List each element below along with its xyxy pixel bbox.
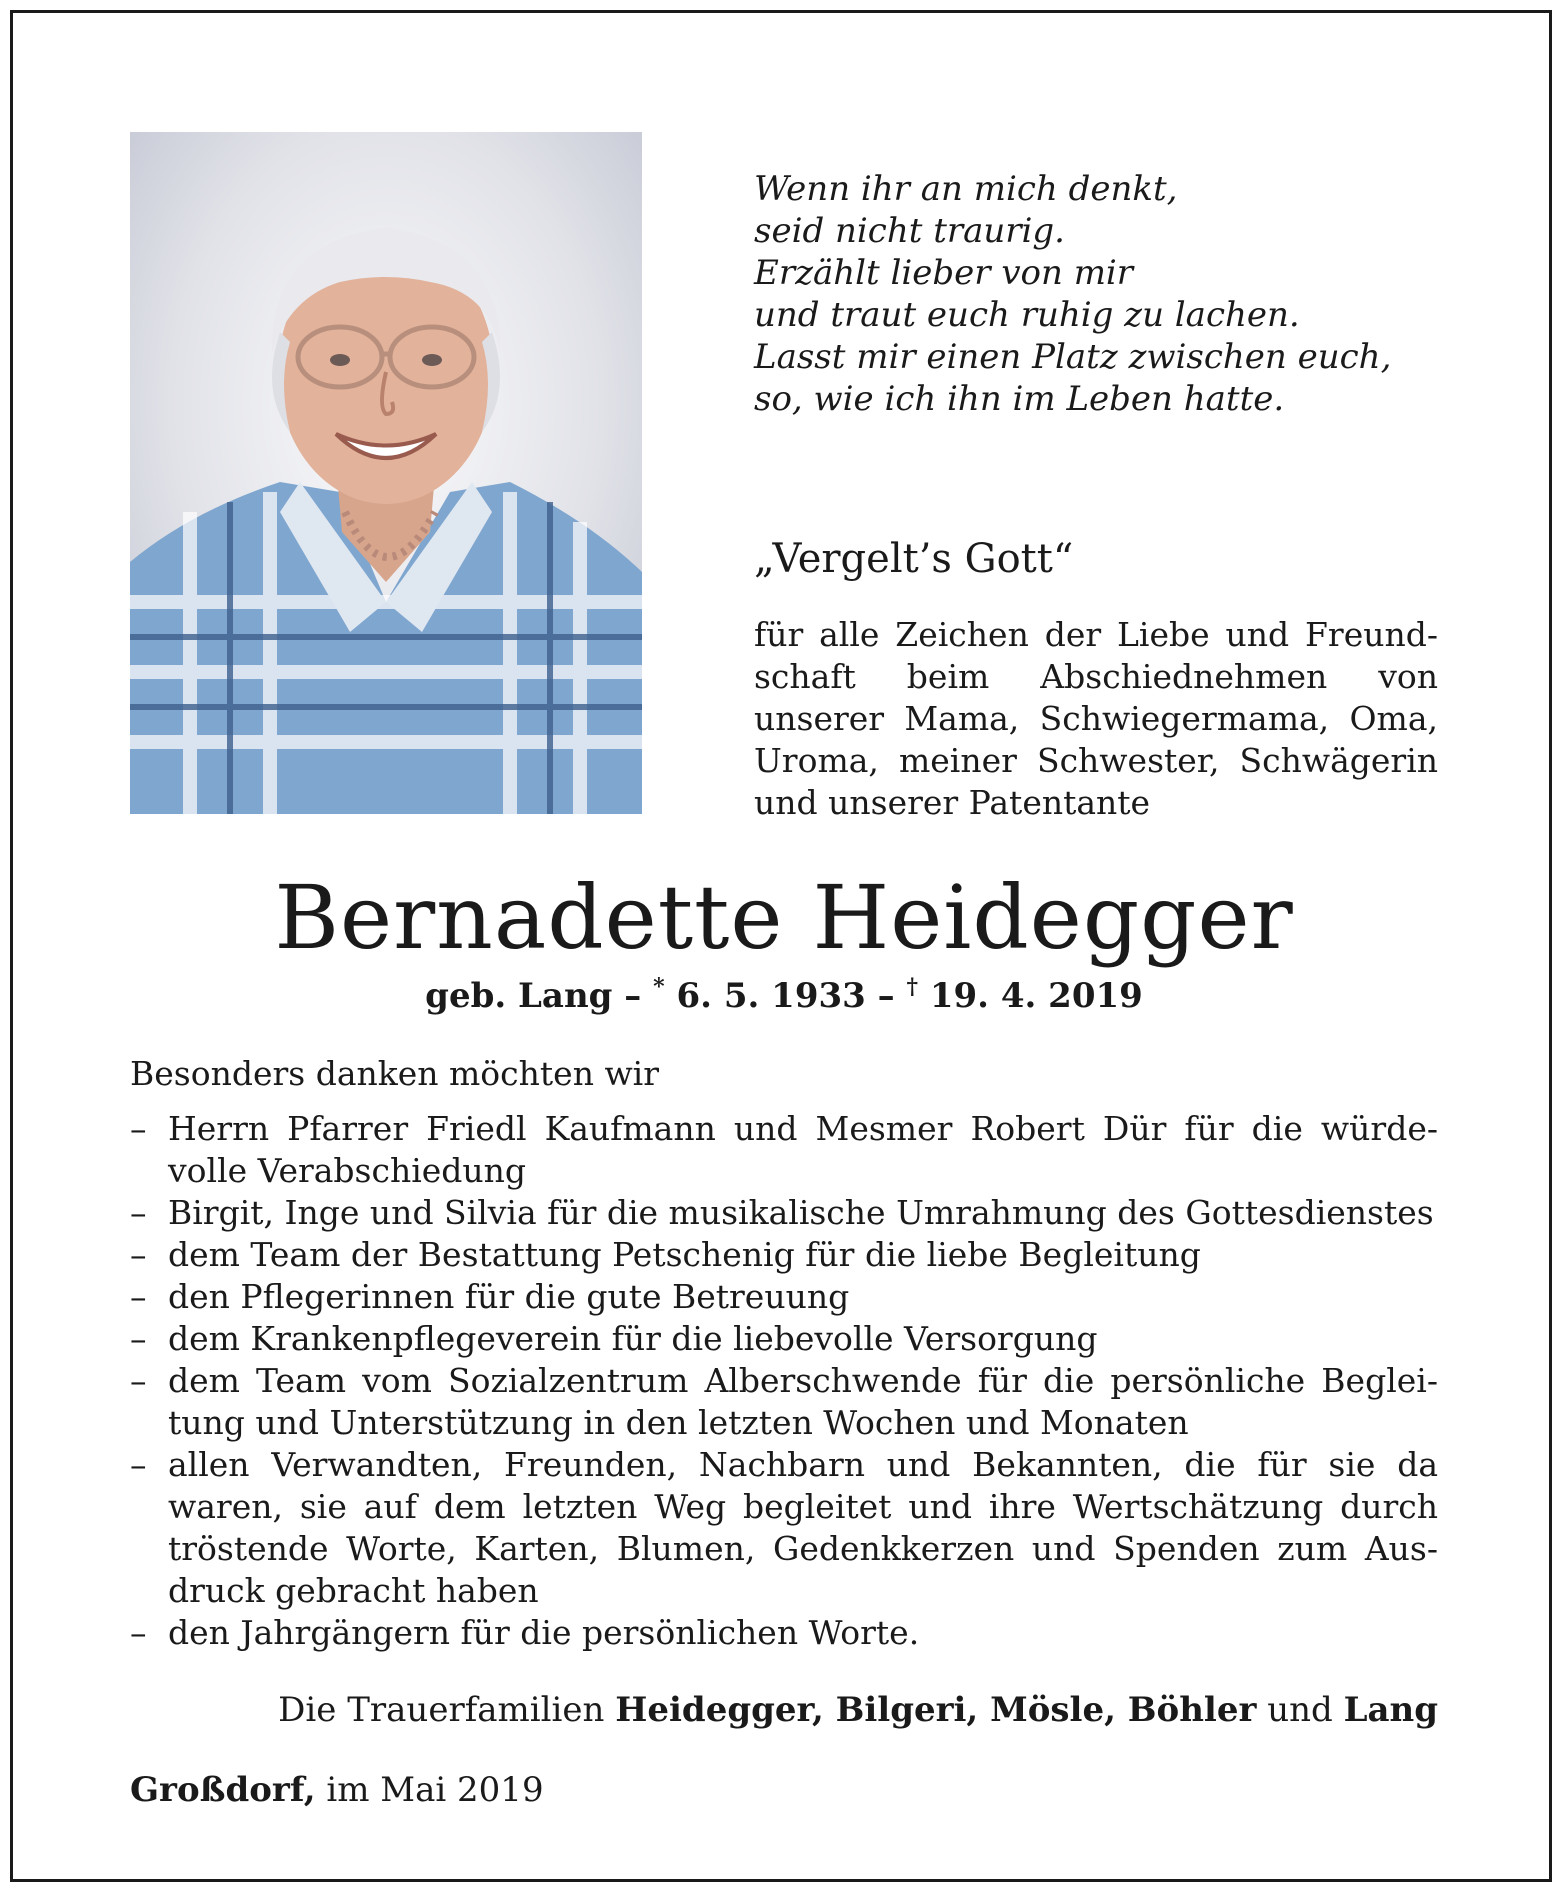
- dash-bullet: –: [130, 1361, 147, 1400]
- families-conjunction: und: [1267, 1690, 1333, 1730]
- list-item-line: allen Verwandten, Freunden, Nachbarn und Bekannten, die für sie da: [168, 1445, 1438, 1484]
- poem-line: seid nicht traurig.: [754, 211, 1065, 251]
- thanks-line: für alle Zeichen der Liebe und Freund-: [754, 615, 1438, 654]
- list-item-line: waren, sie auf dem letzten Weg begleitet und ihre Wertschätzung durch: [168, 1487, 1438, 1526]
- families-last: Lang: [1343, 1690, 1438, 1730]
- thanks-line: und unserer Patentante: [754, 783, 1151, 822]
- list-item-line: tröstende Worte, Karten, Blumen, Gedenkkerzen und Spenden zum Aus-: [168, 1529, 1438, 1568]
- dash-bullet: –: [130, 1613, 147, 1652]
- family-signature: [278, 1690, 1438, 1730]
- list-item: [130, 1360, 1438, 1444]
- dash-bullet: –: [130, 1193, 147, 1232]
- list-item-line: dem Krankenpflegeverein für die liebevolle Versorgung: [168, 1319, 1098, 1358]
- dash-bullet: –: [130, 1445, 147, 1484]
- maiden-name: geb. Lang: [425, 976, 613, 1016]
- poem-line: Lasst mir einen Platz zwischen euch,: [754, 337, 1392, 377]
- list-item: [130, 1192, 1438, 1234]
- life-dates: geb. Lang – * 6. 5. 1933 – † 19. 4. 2019: [425, 974, 1143, 1016]
- birth-date: 6. 5. 1933: [676, 976, 866, 1016]
- poem-line: so, wie ich ihn im Leben hatte.: [754, 379, 1285, 419]
- thanks-line: Uroma, meiner Schwester, Schwägerin: [754, 741, 1438, 780]
- dash-bullet: –: [130, 1109, 147, 1148]
- list-item-line: Herrn Pfarrer Friedl Kaufmann und Mesmer Robert Dür für die würde-: [168, 1109, 1438, 1148]
- list-item-line: volle Verabschiedung: [168, 1151, 527, 1190]
- list-item-line: Birgit, Inge und Silvia für die musikalische Umrahmung des Gottesdienstes: [168, 1193, 1434, 1232]
- place-name: Großdorf,: [130, 1770, 316, 1810]
- list-item-line: tung und Unterstützung in den letzten Wochen und Monaten: [168, 1403, 1189, 1442]
- acknowledgement-list: [130, 1108, 1438, 1654]
- families-names: Heidegger, Bilgeri, Mösle, Böhler: [615, 1690, 1257, 1730]
- poem-line: Erzählt lieber von mir: [754, 253, 1134, 293]
- list-item: [130, 1318, 1438, 1360]
- poem-line: und traut euch ruhig zu lachen.: [754, 295, 1300, 335]
- place-date: [130, 1770, 544, 1810]
- thanks-text: [754, 614, 1438, 824]
- list-item-line: den Pflegerinnen für die gute Betreuung: [168, 1277, 850, 1316]
- portrait-photo: [130, 132, 642, 814]
- families-prefix: Die Trauerfamilien: [278, 1690, 605, 1730]
- list-item: [130, 1108, 1438, 1192]
- birth-symbol: *: [653, 974, 665, 1000]
- list-item: [130, 1234, 1438, 1276]
- poem: [754, 168, 1394, 420]
- acknowledgement-intro: Besonders danken möchten wir: [130, 1054, 660, 1093]
- dash-bullet: –: [130, 1319, 147, 1358]
- dash-bullet: –: [130, 1235, 147, 1274]
- thanks-line: schaft beim Abschiednehmen von: [754, 657, 1438, 696]
- deceased-name: Bernadette Heidegger: [274, 866, 1294, 969]
- list-item: [130, 1444, 1438, 1612]
- list-item-line: dem Team der Bestattung Petschenig für die liebe Begleitung: [168, 1235, 1201, 1274]
- death-date: 19. 4. 2019: [929, 976, 1143, 1016]
- list-item-line: druck gebracht haben: [168, 1571, 539, 1610]
- dash-bullet: –: [130, 1277, 147, 1316]
- list-item: [130, 1276, 1438, 1318]
- thanks-line: unserer Mama, Schwiegermama, Oma,: [754, 699, 1438, 738]
- death-symbol: †: [906, 974, 919, 1000]
- closing-date: im Mai 2019: [326, 1770, 544, 1810]
- list-item-line: dem Team vom Sozialzentrum Alberschwende für die persönliche Beglei-: [168, 1361, 1438, 1400]
- list-item-line: den Jahrgängern für die persönlichen Worte.: [168, 1613, 920, 1652]
- portrait-illustration: [130, 132, 642, 814]
- list-item: [130, 1612, 1438, 1654]
- poem-line: Wenn ihr an mich denkt,: [754, 169, 1178, 209]
- thanks-heading: „Vergelt’s Gott“: [754, 536, 1074, 582]
